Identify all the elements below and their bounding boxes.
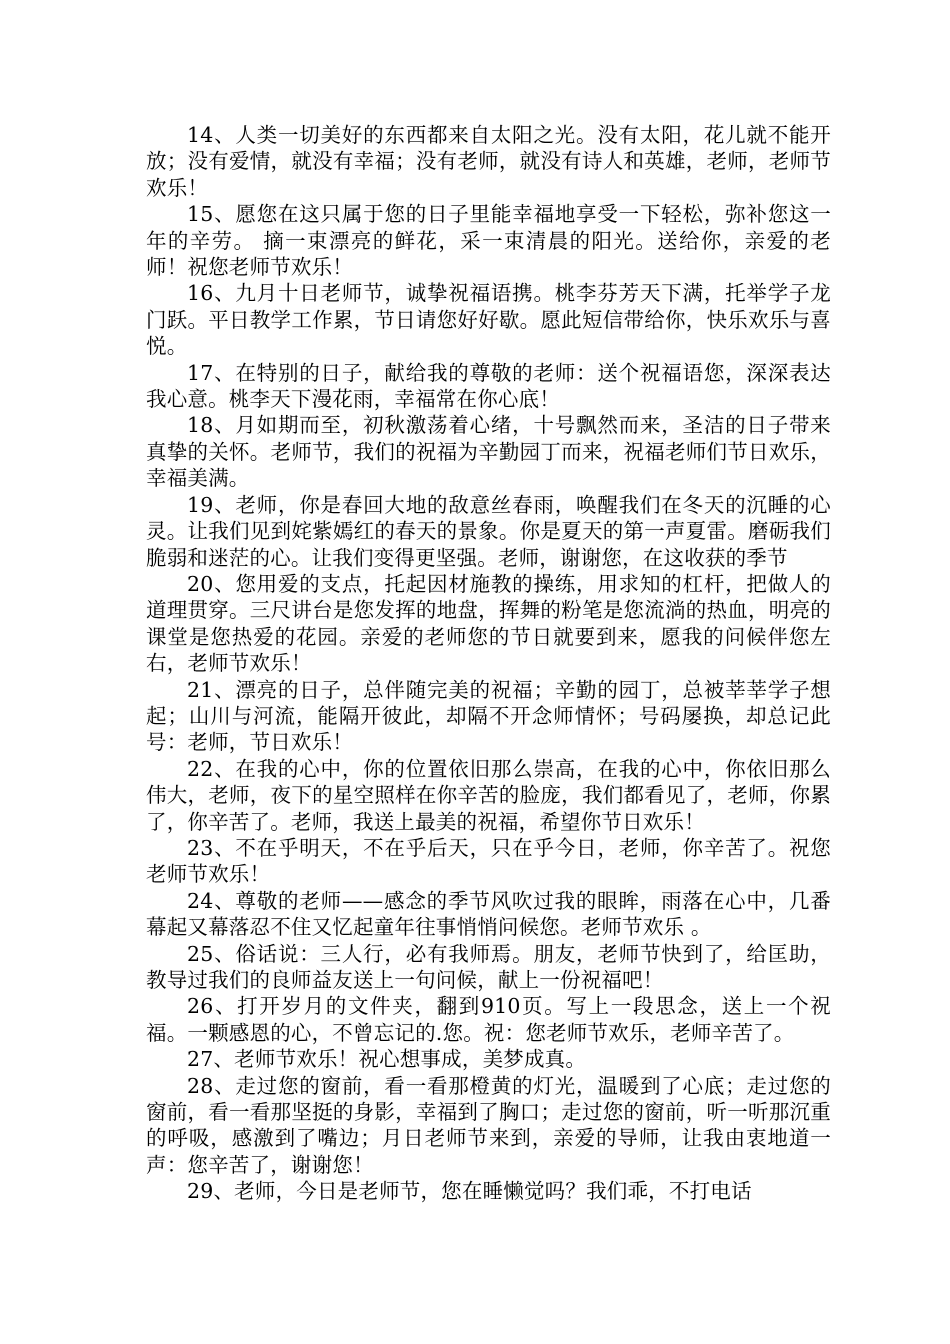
paragraph-27: 27、老师节欢乐！祝心想事成，美梦成真。 (187, 1047, 587, 1072)
paragraph-25: 25、俗话说：三人行，必有我师焉。朋友，老师节快到了，给匡助，教导过我们的良师益友送上一句问候，献上一份祝福吧！ (146, 941, 831, 992)
paragraph-22: 22、在我的心中，你的位置依旧那么崇高，在我的心中，你依旧那么伟大，老师，夜下的星空照样在你辛苦的脸庞，我们都看见了，老师，你累了，你辛苦了。老师，我送上最美的祝福，希望你节日欢乐！ (146, 756, 831, 834)
document-page (146, 122, 831, 1205)
paragraph-17: 17、在特别的日子，献给我的尊敬的老师：送个祝福语您，深深表达我心意。桃李天下漫花雨，幸福常在你心底！ (146, 360, 831, 412)
paragraph-16: 16、九月十日老师节，诚挚祝福语携。桃李芬芳天下满，托举学子龙门跃。平日教学工作累，节日请您好好歇。愿此短信带给你，快乐欢乐与喜悦。 (146, 281, 831, 359)
paragraph-28: 28、走过您的窗前，看一看那橙黄的灯光，温暖到了心底；走过您的窗前，看一看那坚挺的身影，幸福到了胸口；走过您的窗前，听一听那沉重的呼吸，感激到了嘴边；月日老师节来到，亲爱的导师，让我由衷地道一声：您辛苦了，谢谢您！ (146, 1073, 831, 1177)
paragraph-19: 19、老师，你是春回大地的敌意丝春雨，唤醒我们在冬天的沉睡的心灵。让我们见到姹紫嫣红的春天的景象。你是夏天的第一声夏雷。磨砺我们脆弱和迷茫的心。让我们变得更坚强。老师，谢谢您，在这收获的季节 (146, 492, 831, 570)
paragraph-20: 20、您用爱的支点，托起因材施教的操练，用求知的杠杆，把做人的道理贯穿。三尺讲台是您发挥的地盘，挥舞的粉笔是您流淌的热血，明亮的课堂是您热爱的花园。亲爱的老师您的节日就要到来，愿我的问候伴您左右，老师节欢乐！ (146, 571, 831, 676)
paragraph-29: 29、老师，今日是老师节，您在睡懒觉吗？我们乖，不打电话 (187, 1179, 752, 1204)
paragraph-15: 15、愿您在这只属于您的日子里能幸福地享受一下轻松，弥补您这一年的辛劳。 摘一束漂亮的鲜花，采一束清晨的阳光。送给你，亲爱的老师！祝您老师节欢乐！ (146, 202, 831, 280)
paragraph-18: 18、月如期而至，初秋激荡着心绪，十号飘然而来，圣洁的日子带来真挚的关怀。老师节，我们的祝福为辛勤园丁而来，祝福老师们节日欢乐，幸福美满。 (146, 413, 831, 491)
paragraph-26: 26、打开岁月的文件夹，翻到910页。写上一段思念，送上一个祝福。一颗感恩的心，不曾忘记的.您。祝：您老师节欢乐，老师辛苦了。 (146, 994, 831, 1045)
paragraph-23: 23、不在乎明天，不在乎后天，只在乎今日，老师，你辛苦了。祝您老师节欢乐！ (146, 835, 831, 887)
paragraph-21: 21、漂亮的日子，总伴随完美的祝福；辛勤的园丁，总被莘莘学子想起；山川与河流，能隔开彼此，却隔不开念师情怀；号码屡换，却总记此号：老师，节日欢乐！ (146, 677, 831, 755)
paragraph-24: 24、尊敬的老师——感念的季节风吹过我的眼眸，雨落在心中，几番幕起又幕落忍不住又忆起童年往事悄悄问候您。老师节欢乐 。 (146, 888, 831, 940)
paragraph-14: 14、人类一切美好的东西都来自太阳之光。没有太阳，花儿就不能开放；没有爱情，就没有幸福；没有老师，就没有诗人和英雄，老师，老师节欢乐！ (146, 123, 831, 200)
